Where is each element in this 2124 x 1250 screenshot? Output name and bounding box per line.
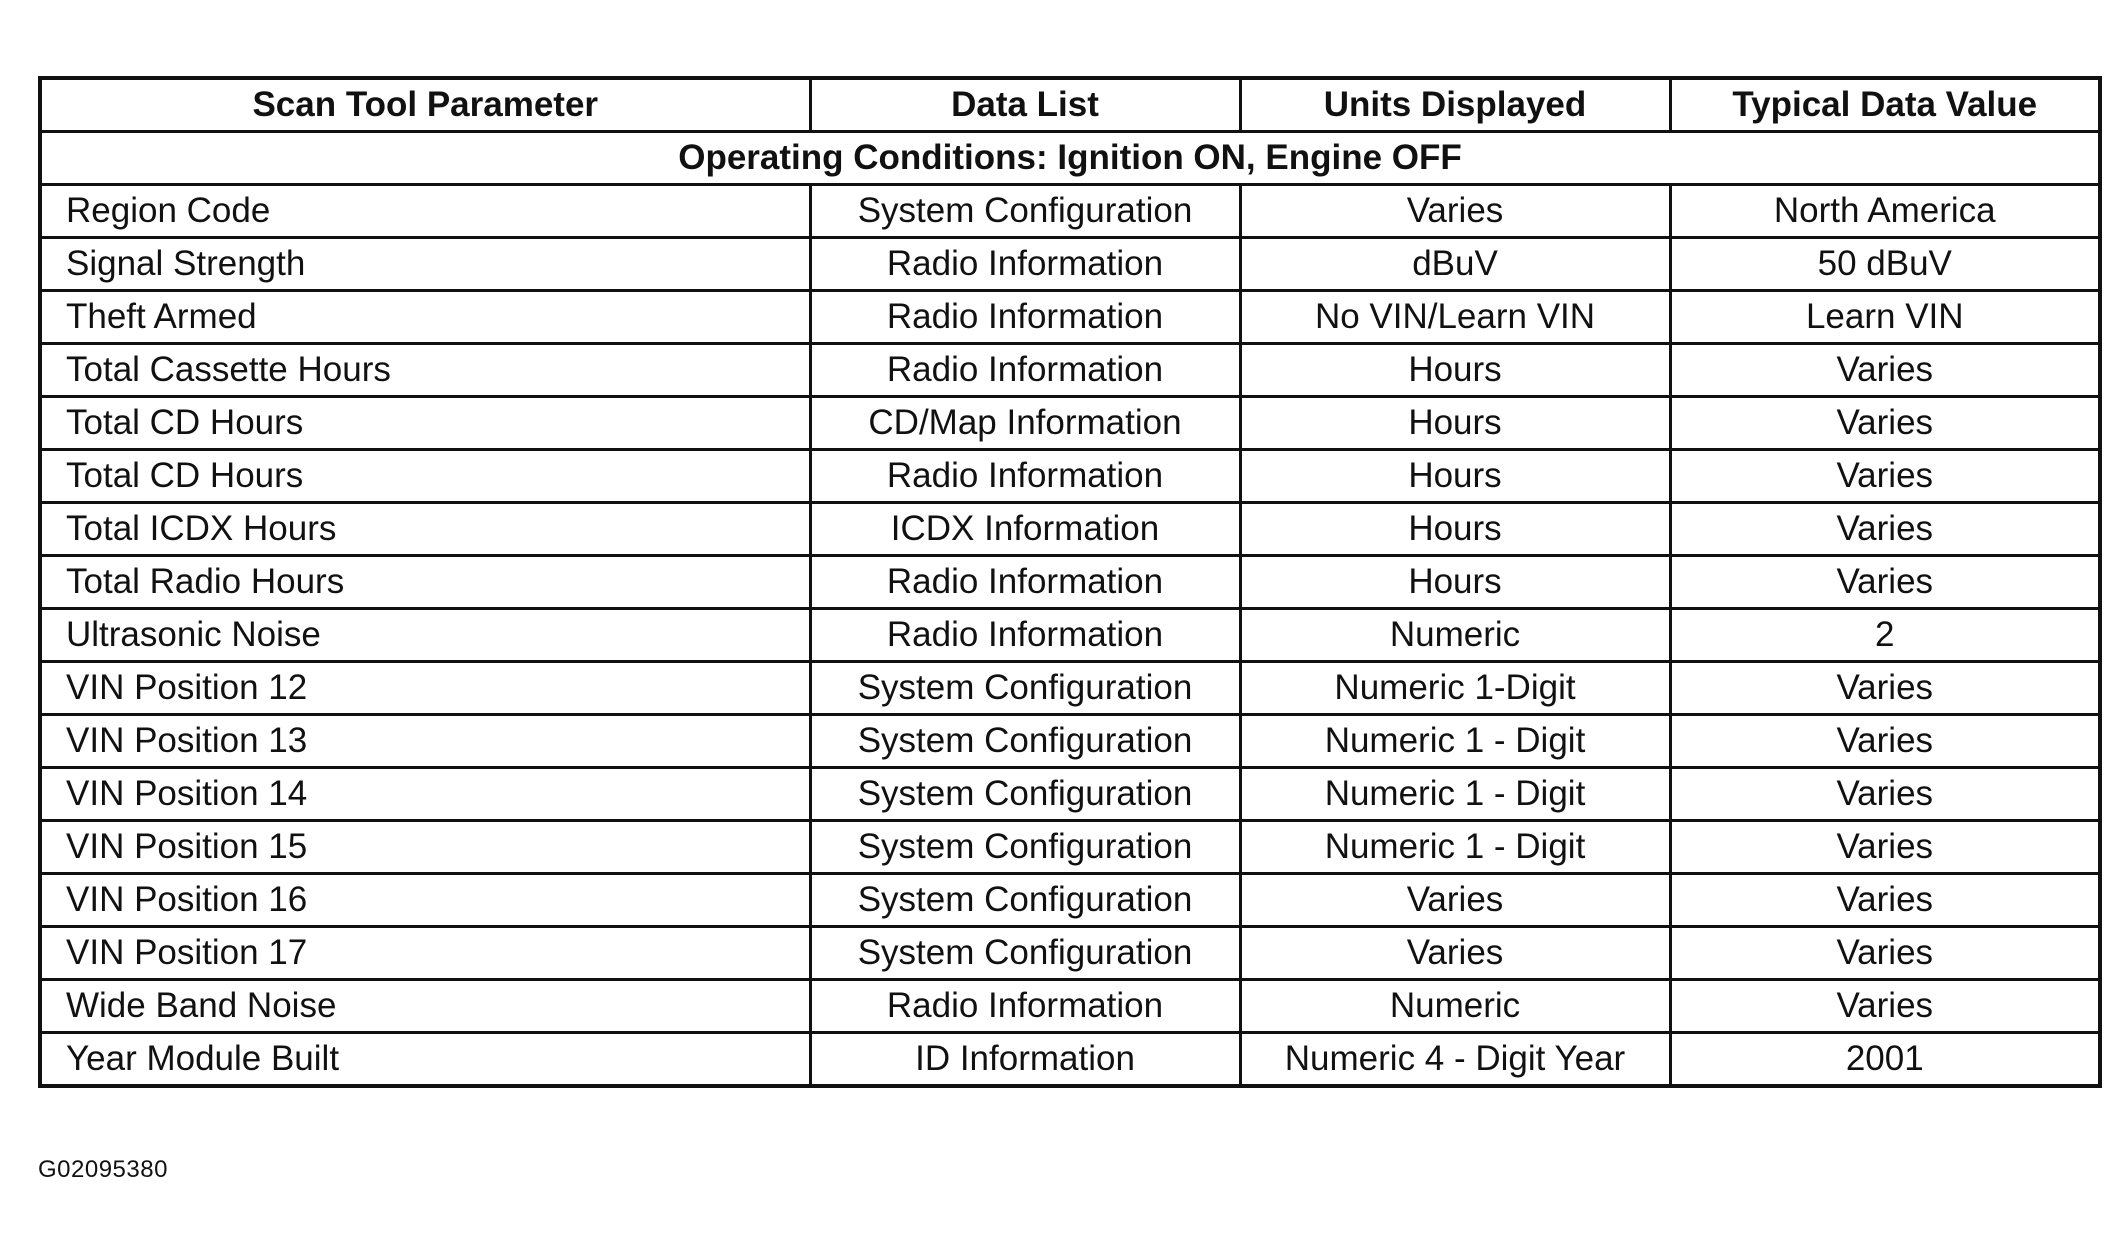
cell-data-list: Radio Information <box>810 450 1240 503</box>
scan-tool-data-table <box>38 76 2102 1088</box>
table-row <box>40 715 2100 768</box>
table-row <box>40 927 2100 980</box>
header-scan-tool-parameter: Scan Tool Parameter <box>40 78 810 132</box>
table-row <box>40 821 2100 874</box>
figure-id: G02095380 <box>38 1156 168 1183</box>
section-row <box>40 132 2100 185</box>
cell-parameter: Total ICDX Hours <box>40 503 810 556</box>
cell-units: Numeric <box>1240 980 1670 1033</box>
cell-data-list: Radio Information <box>810 980 1240 1033</box>
cell-data-list: System Configuration <box>810 927 1240 980</box>
cell-typical-value: Varies <box>1670 450 2100 503</box>
cell-typical-value: Varies <box>1670 768 2100 821</box>
cell-units: Hours <box>1240 344 1670 397</box>
cell-units: Numeric 1-Digit <box>1240 662 1670 715</box>
section-title: Operating Conditions: Ignition ON, Engine OFF <box>40 132 2100 185</box>
cell-typical-value: Varies <box>1670 821 2100 874</box>
cell-typical-value: 2001 <box>1670 1033 2100 1087</box>
cell-parameter: Region Code <box>40 185 810 238</box>
cell-parameter: Total Radio Hours <box>40 556 810 609</box>
cell-data-list: Radio Information <box>810 556 1240 609</box>
table-row <box>40 1033 2100 1087</box>
cell-typical-value: Varies <box>1670 556 2100 609</box>
cell-data-list: System Configuration <box>810 185 1240 238</box>
header-units-displayed: Units Displayed <box>1240 78 1670 132</box>
cell-data-list: CD/Map Information <box>810 397 1240 450</box>
cell-units: Varies <box>1240 874 1670 927</box>
cell-units: Numeric 1 - Digit <box>1240 821 1670 874</box>
table-row <box>40 503 2100 556</box>
table-row <box>40 768 2100 821</box>
cell-parameter: Ultrasonic Noise <box>40 609 810 662</box>
cell-units: Hours <box>1240 503 1670 556</box>
header-typical-data-value: Typical Data Value <box>1670 78 2100 132</box>
table-header-row <box>40 78 2100 132</box>
scan-tool-data-table-container <box>38 76 2098 1088</box>
table-row <box>40 556 2100 609</box>
cell-typical-value: Varies <box>1670 503 2100 556</box>
cell-data-list: ICDX Information <box>810 503 1240 556</box>
cell-data-list: System Configuration <box>810 874 1240 927</box>
table-row <box>40 874 2100 927</box>
cell-typical-value: Varies <box>1670 344 2100 397</box>
table-row <box>40 344 2100 397</box>
cell-parameter: VIN Position 17 <box>40 927 810 980</box>
cell-data-list: Radio Information <box>810 609 1240 662</box>
cell-units: Hours <box>1240 556 1670 609</box>
table-row <box>40 450 2100 503</box>
cell-typical-value: Varies <box>1670 715 2100 768</box>
cell-typical-value: Varies <box>1670 927 2100 980</box>
cell-typical-value: Varies <box>1670 662 2100 715</box>
cell-units: dBuV <box>1240 238 1670 291</box>
cell-typical-value: Varies <box>1670 874 2100 927</box>
cell-typical-value: North America <box>1670 185 2100 238</box>
table-body <box>40 132 2100 1087</box>
cell-parameter: VIN Position 16 <box>40 874 810 927</box>
cell-parameter: Wide Band Noise <box>40 980 810 1033</box>
cell-parameter: VIN Position 15 <box>40 821 810 874</box>
table-row <box>40 609 2100 662</box>
cell-typical-value: Varies <box>1670 980 2100 1033</box>
cell-units: Numeric <box>1240 609 1670 662</box>
cell-parameter: Signal Strength <box>40 238 810 291</box>
cell-parameter: Total CD Hours <box>40 397 810 450</box>
cell-typical-value: Learn VIN <box>1670 291 2100 344</box>
cell-parameter: VIN Position 14 <box>40 768 810 821</box>
cell-units: Hours <box>1240 397 1670 450</box>
table-row <box>40 980 2100 1033</box>
cell-data-list: System Configuration <box>810 768 1240 821</box>
cell-parameter: Total CD Hours <box>40 450 810 503</box>
cell-data-list: ID Information <box>810 1033 1240 1087</box>
cell-units: Numeric 1 - Digit <box>1240 768 1670 821</box>
cell-parameter: Theft Armed <box>40 291 810 344</box>
cell-parameter: VIN Position 12 <box>40 662 810 715</box>
cell-data-list: Radio Information <box>810 291 1240 344</box>
table-row <box>40 291 2100 344</box>
cell-units: Numeric 4 - Digit Year <box>1240 1033 1670 1087</box>
table-row <box>40 238 2100 291</box>
cell-parameter: Total Cassette Hours <box>40 344 810 397</box>
cell-parameter: Year Module Built <box>40 1033 810 1087</box>
cell-units: Hours <box>1240 450 1670 503</box>
header-data-list: Data List <box>810 78 1240 132</box>
cell-units: Numeric 1 - Digit <box>1240 715 1670 768</box>
cell-units: Varies <box>1240 185 1670 238</box>
cell-parameter: VIN Position 13 <box>40 715 810 768</box>
table-row <box>40 185 2100 238</box>
cell-data-list: Radio Information <box>810 344 1240 397</box>
cell-units: Varies <box>1240 927 1670 980</box>
cell-data-list: System Configuration <box>810 821 1240 874</box>
cell-data-list: System Configuration <box>810 715 1240 768</box>
cell-typical-value: Varies <box>1670 397 2100 450</box>
cell-units: No VIN/Learn VIN <box>1240 291 1670 344</box>
cell-data-list: System Configuration <box>810 662 1240 715</box>
cell-data-list: Radio Information <box>810 238 1240 291</box>
table-row <box>40 397 2100 450</box>
cell-typical-value: 50 dBuV <box>1670 238 2100 291</box>
cell-typical-value: 2 <box>1670 609 2100 662</box>
table-row <box>40 662 2100 715</box>
